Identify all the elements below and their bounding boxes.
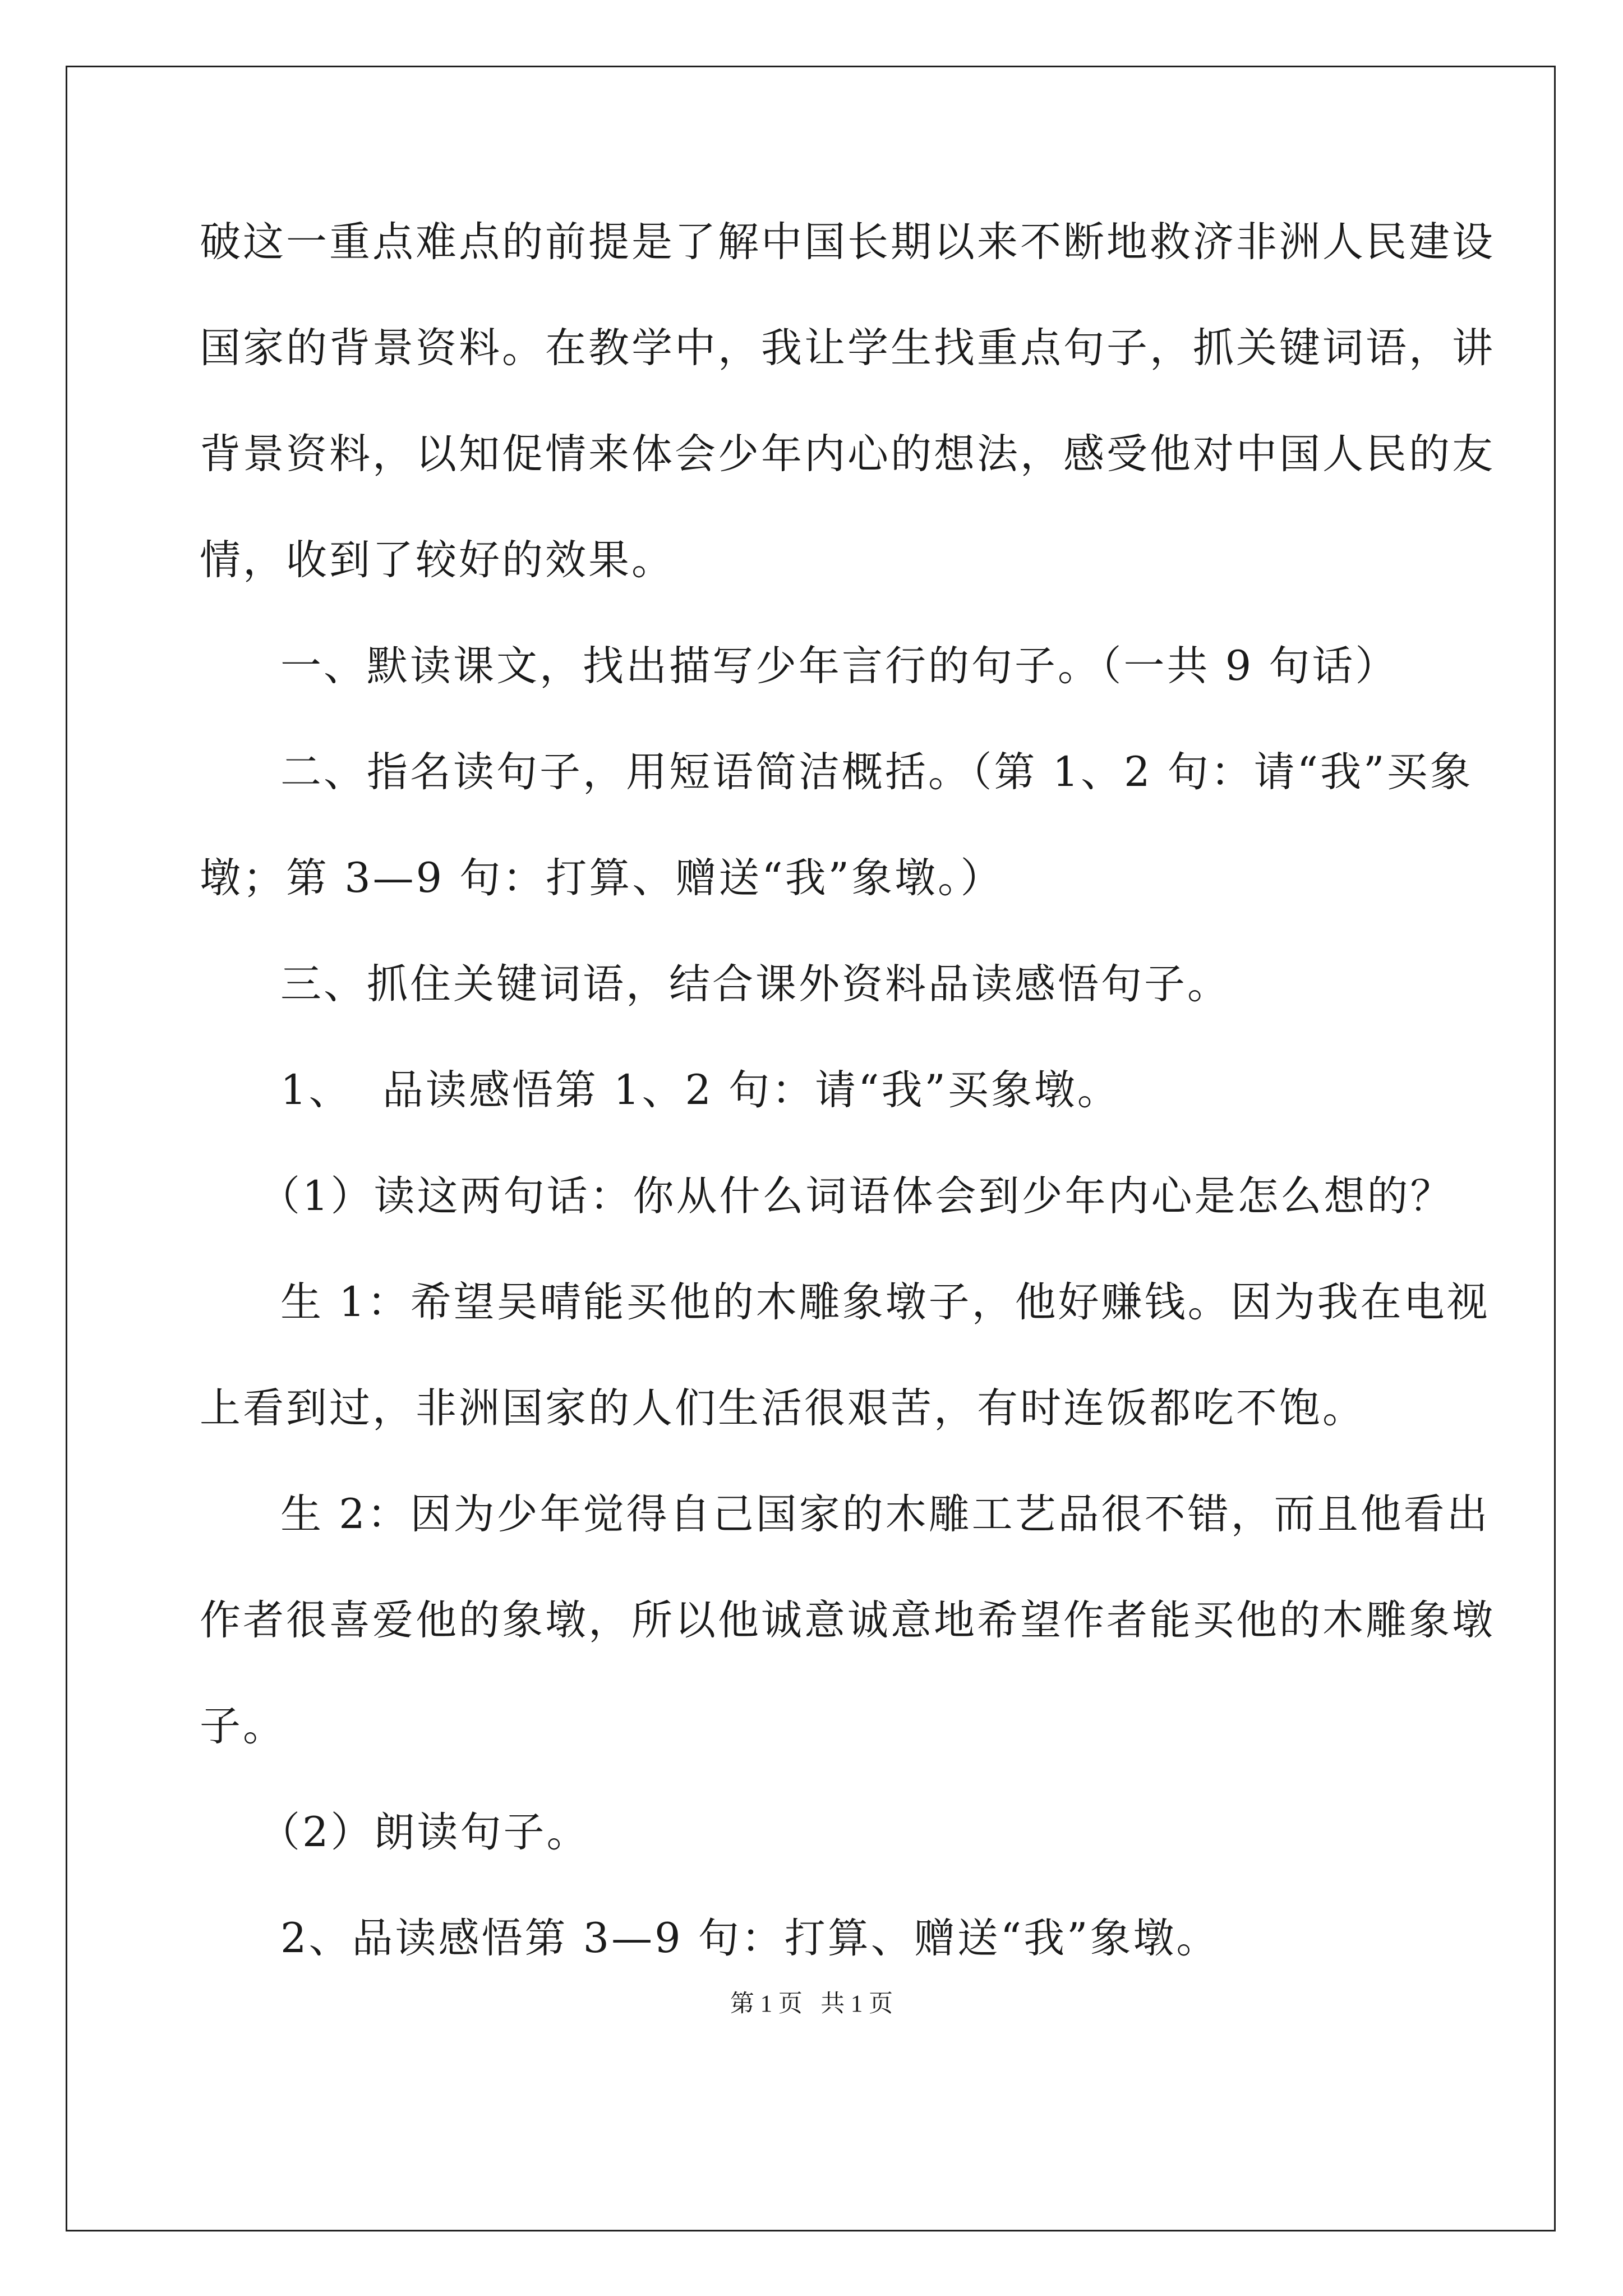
- paragraph-line: 一、默读课文，找出描写少年言行的句子。（一共 9 句话）: [280, 642, 1399, 690]
- paragraph-line: 生 1：希望吴晴能买他的木雕象墩子，他好赚钱。因为我在电视: [280, 1278, 1490, 1326]
- paragraph-line: 上看到过，非洲国家的人们生活很艰苦，有时连饭都吃不饱。: [200, 1384, 1366, 1432]
- paragraph-line: 墩；第 3—9 句：打算、赠送“我”象墩。）: [200, 854, 1004, 902]
- page-footer: 第 1 页 共 1 页: [730, 1991, 893, 2017]
- paragraph-line: （2）朗读句子。: [259, 1809, 590, 1856]
- paragraph-line: 1、 品读感悟第 1、2 句：请“我”买象墩。: [280, 1066, 1121, 1114]
- page-border: [66, 66, 1556, 2231]
- paragraph-line: 生 2：因为少年觉得自己国家的木雕工艺品很不错，而且他看出: [280, 1490, 1490, 1538]
- paragraph-line: 情，收到了较好的效果。: [200, 536, 675, 584]
- paragraph-line: 子。: [200, 1703, 286, 1750]
- paragraph-line: 破这一重点难点的前提是了解中国长期以来不断地救济非洲人民建设: [200, 218, 1495, 266]
- paragraph-line: 国家的背景资料。在教学中，我让学生找重点句子，抓关键词语，讲: [200, 324, 1495, 372]
- paragraph-line: 二、指名读句子，用短语简洁概括。（第 1、2 句：请“我”买象: [280, 748, 1473, 796]
- paragraph-line: 背景资料，以知促情来体会少年内心的想法，感受他对中国人民的友: [200, 430, 1495, 478]
- paragraph-line: 作者很喜爱他的象墩，所以他诚意诚意地希望作者能买他的木雕象墩: [200, 1596, 1495, 1644]
- paragraph-line: （1）读这两句话：你从什么词语体会到少年内心是怎么想的？: [259, 1172, 1454, 1220]
- paragraph-line: 三、抓住关键词语，结合课外资料品读感悟句子。: [280, 960, 1230, 1008]
- paragraph-line: 2、品读感悟第 3—9 句：打算、赠送“我”象墩。: [280, 1915, 1220, 1962]
